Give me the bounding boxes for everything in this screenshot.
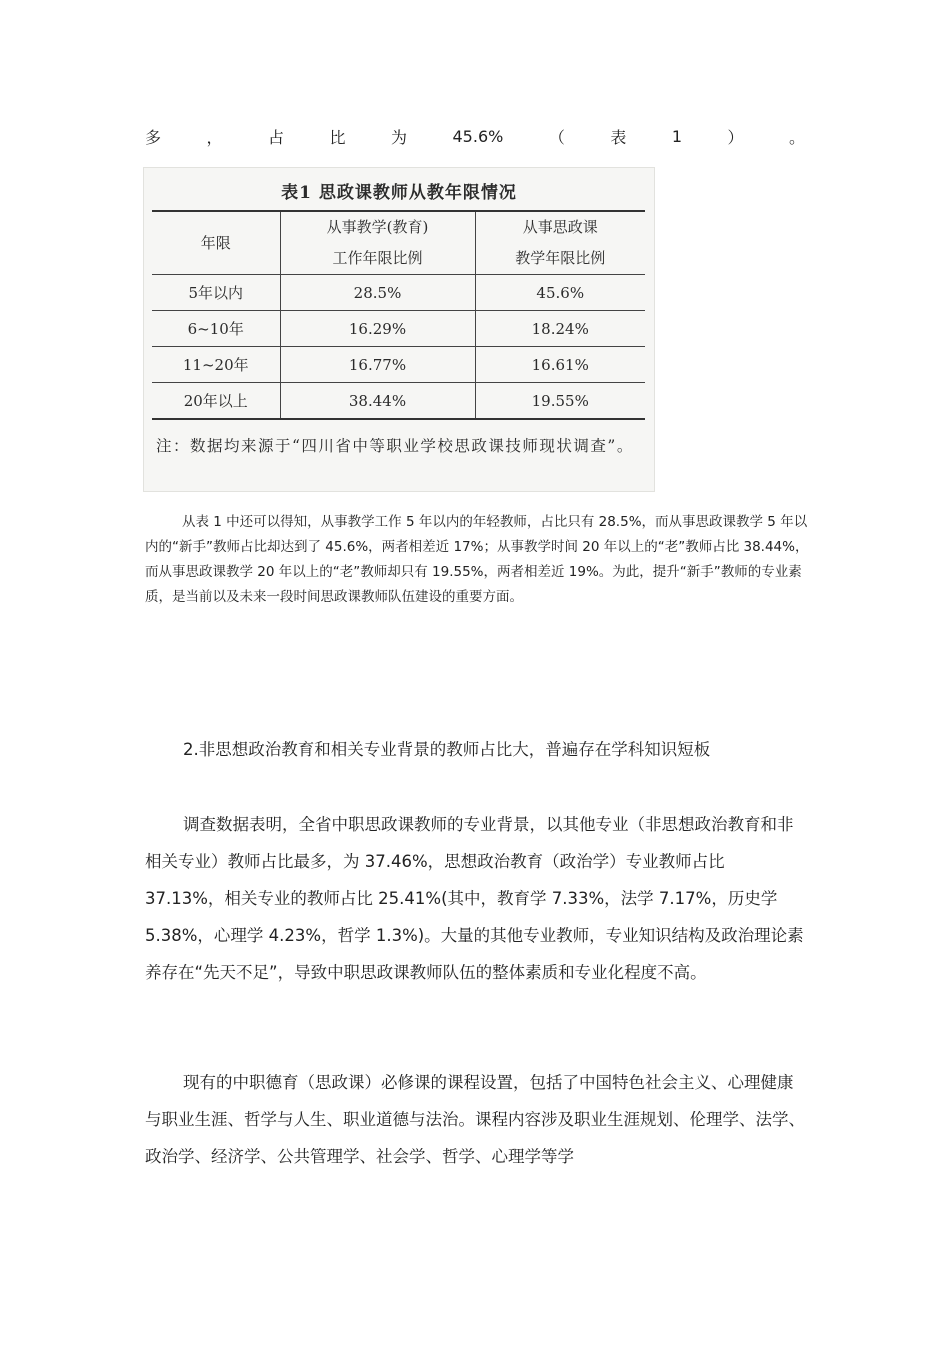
- glyph: 1: [671, 126, 682, 146]
- table-cell: 20年以上: [152, 383, 280, 420]
- teaching-years-table: [152, 210, 645, 420]
- table-cell: 5年以内: [152, 275, 280, 311]
- table-cell: 45.6%: [475, 275, 645, 311]
- section-heading: 2.非思想政治教育和相关专业背景的教师占比大，普遍存在学科知识短板: [183, 740, 711, 759]
- glyph: 表: [610, 127, 627, 147]
- table-cell: 28.5%: [280, 275, 475, 311]
- header-cell-years: [152, 211, 280, 275]
- glyph: 45.6%: [452, 126, 504, 146]
- table-caption: 表1 思政课教师从教年限情况: [281, 183, 517, 203]
- continued-text-line: [145, 124, 805, 148]
- table-row: [152, 311, 645, 347]
- header-line: 年限: [200, 233, 231, 252]
- table-cell: 6~10年: [152, 311, 280, 347]
- paragraph-table-analysis: 从表 1 中还可以得知，从事教学工作 5 年以内的年轻教师，占比只有 28.5%，而从事思政课教学 5 年以内的“新手”教师占比却达到了 45.6%，两者相差近 17%；从事教学时间 20 年以上的“老”教师占比 38.44%，而从事思政课教学 20 年以上的“老”教师却只有 19.55%，两者相差近 19%。为此，提升“新手”教师的专业素质，是当前以及未来一段时间思政课教师队伍建设的重要方面。: [145, 514, 809, 605]
- header-line: 工作年限比例: [332, 249, 423, 267]
- glyph: 比: [329, 127, 346, 147]
- table-cell: 16.77%: [280, 347, 475, 383]
- glyph: ）: [727, 127, 744, 147]
- paragraph-curriculum: 现有的中职德育（思政课）必修课的课程设置，包括了中国特色社会主义、心理健康与职业生涯、哲学与人生、职业道德与法治。课程内容涉及职业生涯规划、伦理学、法学、政治学、经济学、公共管理学、社会学、哲学、心理学等学: [145, 1073, 805, 1166]
- table-cell: 16.61%: [475, 347, 645, 383]
- table-cell: 18.24%: [475, 311, 645, 347]
- glyph: 为: [391, 127, 408, 147]
- paragraph-professional-background: 调查数据表明，全省中职思政课教师的专业背景，以其他专业（非思想政治教育和非相关专业）教师占比最多，为 37.46%，思想政治教育（政治学）专业教师占比 37.13%，相关专业的教师占比 25.41%(其中，教育学 7.33%，法学 7.17%，历史学 5.38%，心理学 4.23%，哲学 1.3%)。大量的其他专业教师，专业知识结构及政治理论素养存在“先天不足”，导致中职思政课教师队伍的整体素质和专业化程度不高。: [145, 815, 804, 982]
- table-note: 注：数据均来源于“四川省中等职业学校思政课技师现状调查”。: [156, 437, 634, 455]
- header-line: 从事教学(教育): [326, 218, 429, 236]
- header-line: 从事思政课: [522, 218, 598, 236]
- glyph: ，: [206, 127, 223, 147]
- header-cell-ideology-ratio: [475, 211, 645, 275]
- glyph: 。: [788, 127, 805, 147]
- table-row: [152, 275, 645, 311]
- glyph: （: [548, 127, 565, 147]
- table-figure: [143, 167, 655, 492]
- table-row: [152, 383, 645, 420]
- glyph: 多: [145, 127, 162, 147]
- table-cell: 19.55%: [475, 383, 645, 420]
- table-row: [152, 347, 645, 383]
- table-cell: 16.29%: [280, 311, 475, 347]
- table-cell: 11~20年: [152, 347, 280, 383]
- table-header-row: [152, 211, 645, 275]
- glyph: 占: [268, 127, 285, 147]
- header-line: 教学年限比例: [515, 249, 606, 267]
- header-cell-teaching-ratio: [280, 211, 475, 275]
- table-cell: 38.44%: [280, 383, 475, 420]
